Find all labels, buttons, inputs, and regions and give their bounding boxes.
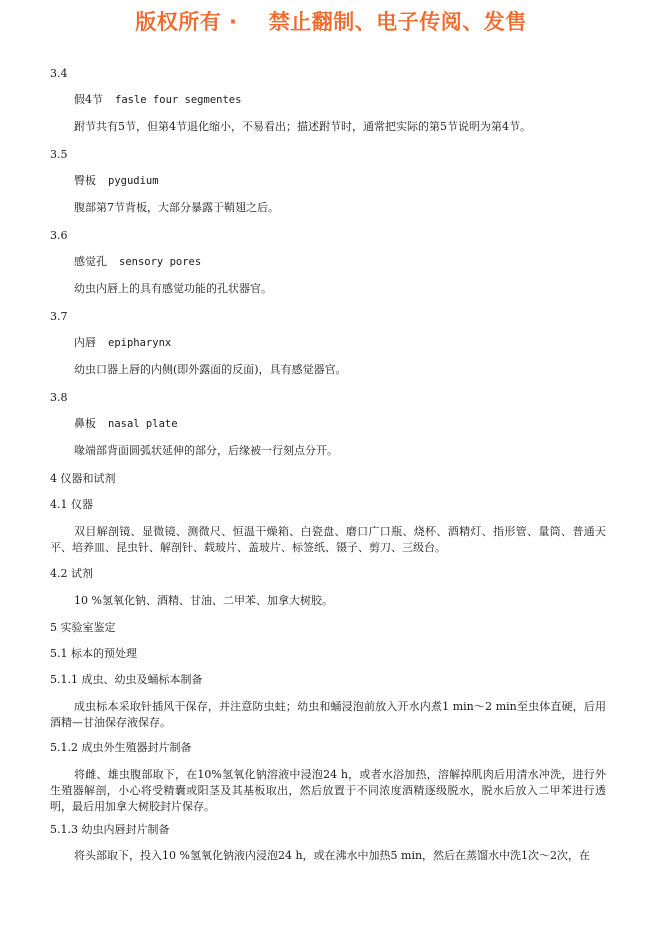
- section-heading: 5.1 标本的预处理: [50, 647, 137, 660]
- section-heading: 5 实验室鉴定: [50, 621, 116, 634]
- term-zh: 内唇: [74, 336, 96, 349]
- section-heading: 4.2 试剂: [50, 567, 93, 580]
- term-title: [74, 173, 159, 189]
- term-zh: 感觉孔: [74, 255, 107, 268]
- term-definition: 喙端部背面圆弧状延伸的部分，后缘被一行刻点分开。: [74, 444, 338, 457]
- section-heading: 5.1.2 成虫外生殖器封片制备: [50, 741, 192, 754]
- section-paragraph: 成虫标本采取针插风干保存，并注意防虫蛀；幼虫和蛹浸泡前放入开水内煮1 min～2 min至虫体直硬，后用酒精—甘油保存液保存。: [50, 700, 606, 729]
- section-heading: 5.1.1 成虫、幼虫及蛹标本制备: [50, 673, 203, 686]
- term-definition: 跗节共有5节，但第4节退化缩小，不易看出；描述跗节时，通常把实际的第5节说明为第4节。: [74, 120, 531, 133]
- section-heading: 5.1.3 幼虫内唇封片制备: [50, 823, 170, 836]
- term-title: [74, 416, 178, 432]
- section-number: 3.7: [50, 310, 68, 323]
- section-paragraph: 将头部取下，投入10 %氢氧化钠液内浸泡24 h，或在沸水中加热5 min，然后在蒸馏水中洗1次～2次，在: [74, 849, 591, 862]
- watermark-text: 版权所有 · 禁止翻制、电子传阅、发售: [135, 10, 527, 34]
- section-number: 3.8: [50, 391, 68, 404]
- term-en: sensory pores: [119, 256, 202, 268]
- term-definition: 幼虫口器上唇的内侧(即外露面的反面)，具有感觉器官。: [74, 363, 347, 376]
- section-heading: 4 仪器和试剂: [50, 472, 116, 485]
- section-paragraph: 双目解剖镜、显微镜、测微尺、恒温干燥箱、白瓷盘、磨口广口瓶、烧杯、酒精灯、指形管、量筒、普通天平、培养皿、昆虫针、解剖针、载玻片、盖玻片、标签纸、镊子、剪刀、三级台。: [50, 525, 606, 554]
- term-en: epipharynx: [108, 337, 172, 349]
- term-zh: 臀板: [74, 174, 96, 187]
- section-paragraph: 将雌、雄虫腹部取下，在10%氢氧化钠溶液中浸泡24 h，或者水浴加热，溶解掉肌肉后用清水冲洗，进行外生殖器解剖，小心将受精囊或阳茎及其基板取出，然后放置于不同浓度酒精逐级脱水，脱水后放入二甲苯进行透明，最后用加拿大树胶封片保存。: [50, 768, 606, 813]
- section-number: 3.4: [50, 67, 68, 80]
- term-title: [74, 92, 241, 108]
- term-en: nasal plate: [108, 418, 178, 430]
- term-title: [74, 254, 201, 270]
- section-number: 3.5: [50, 148, 68, 161]
- term-definition: 腹部第7节背板，大部分暴露于鞘翅之后。: [74, 201, 279, 214]
- term-en: fasle four segmentes: [115, 94, 242, 106]
- term-definition: 幼虫内唇上的具有感觉功能的孔状器官。: [74, 282, 272, 295]
- section-number: 3.6: [50, 229, 68, 242]
- term-zh: 鼻板: [74, 417, 96, 430]
- section-heading: 4.1 仪器: [50, 498, 93, 511]
- term-zh: 假4节: [74, 93, 103, 106]
- term-en: pygudium: [108, 175, 159, 187]
- section-paragraph: 10 %氢氧化钠、酒精、甘油、二甲苯、加拿大树胶。: [74, 594, 333, 607]
- term-title: [74, 335, 171, 351]
